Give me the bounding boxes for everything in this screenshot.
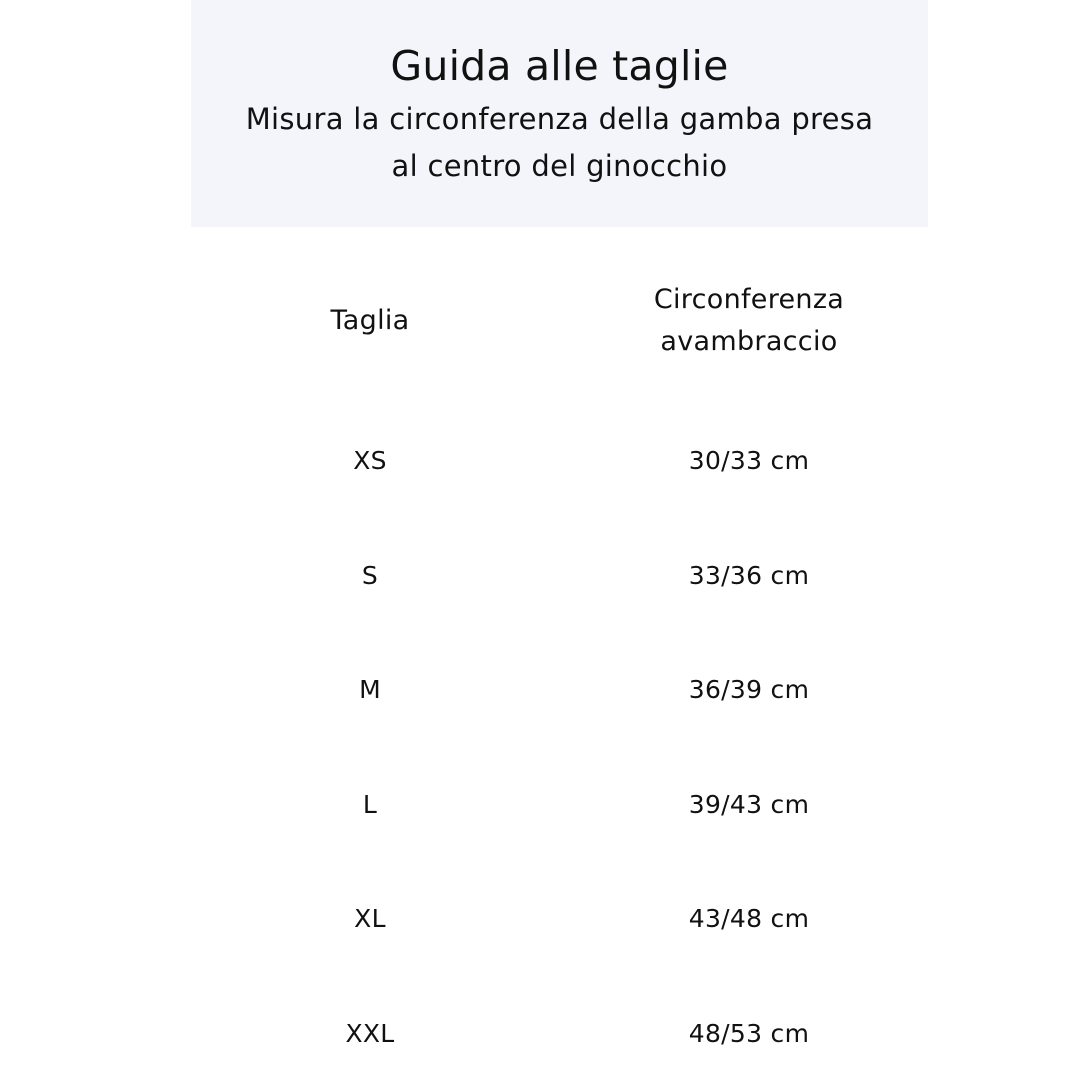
row-circumference-m: 36/39 cm	[688, 675, 810, 704]
row-circumference-xl: 43/48 cm	[688, 904, 810, 933]
row-circumference-s: 33/36 cm	[688, 561, 810, 590]
row-circumference-xs: 30/33 cm	[688, 446, 810, 475]
subtitle-line-1: Misura la circonferenza della gamba presa	[245, 102, 874, 136]
row-size-m: M	[359, 675, 381, 704]
row-circumference-xxl: 48/53 cm	[688, 1019, 810, 1048]
row-size-xl: XL	[354, 904, 386, 933]
column-header-circumference-line-2: avambraccio	[660, 326, 838, 357]
column-header-circumference-line-1: Circonferenza	[653, 284, 845, 315]
row-size-xs: XS	[353, 446, 387, 475]
column-header-size: Taglia	[330, 305, 410, 336]
subtitle-line-2: al centro del ginocchio	[391, 149, 728, 183]
column-header-circumference	[599, 279, 899, 363]
row-circumference-l: 39/43 cm	[688, 790, 810, 819]
row-size-xxl: XXL	[345, 1019, 395, 1048]
page-title: Guida alle taglie	[390, 42, 729, 90]
row-size-l: L	[362, 790, 378, 819]
row-size-s: S	[361, 561, 379, 590]
